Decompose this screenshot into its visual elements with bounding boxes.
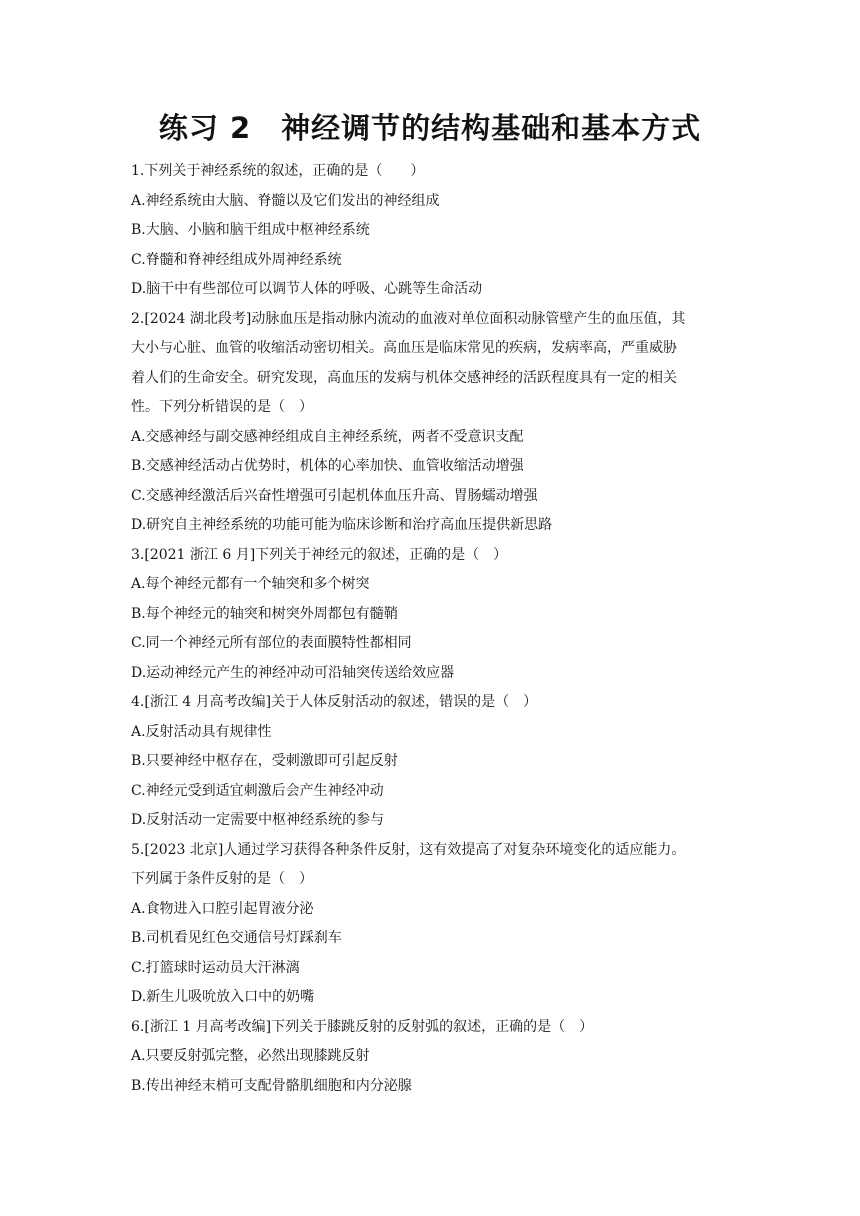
option-a: A.每个神经元都有一个轴突和多个树突 — [131, 576, 370, 592]
option-a: A.只要反射弧完整，必然出现膝跳反射 — [131, 1048, 370, 1064]
question-2 — [131, 305, 731, 541]
question-6 — [131, 1013, 731, 1102]
question-stem-line: 下列属于条件反射的是（ ） — [131, 871, 313, 887]
option-c: C.脊髓和脊神经组成外周神经系统 — [131, 251, 342, 268]
question-stem-line: 着人们的生命安全。研究发现，高血压的发病与机体交感神经的活跃程度具有一定的相关 — [131, 369, 677, 386]
option-a: A.反射活动具有规律性 — [131, 723, 272, 740]
question-stem-line: 性。下列分析错误的是（ ） — [131, 399, 313, 415]
option-c: C.神经元受到适宜刺激后会产生神经冲动 — [131, 782, 384, 799]
question-5 — [131, 836, 731, 1013]
question-stem-line: 1.下列关于神经系统的叙述，正确的是（ ） — [131, 163, 425, 179]
question-stem-line: 3.[2021 浙江 6 月]下列关于神经元的叙述，正确的是（ ） — [131, 546, 508, 563]
option-b: B.只要神经中枢存在，受刺激即可引起反射 — [131, 753, 398, 769]
option-d: D.新生儿吸吮放入口中的奶嘴 — [131, 989, 315, 1005]
option-d: D.脑干中有些部位可以调节人体的呼吸、心跳等生命活动 — [131, 281, 483, 297]
option-d: D.研究自主神经系统的功能可能为临床诊断和治疗高血压提供新思路 — [131, 517, 553, 533]
option-b: B.交感神经活动占优势时，机体的心率加快、血管收缩活动增强 — [131, 458, 524, 474]
option-c: C.交感神经激活后兴奋性增强可引起机体血压升高、胃肠蠕动增强 — [131, 487, 538, 504]
option-d: D.运动神经元产生的神经冲动可沿轴突传送给效应器 — [131, 664, 455, 681]
question-stem-line: 4.[浙江 4 月高考改编]关于人体反射活动的叙述，错误的是（ ） — [131, 694, 538, 710]
option-d: D.反射活动一定需要中枢神经系统的参与 — [131, 812, 385, 828]
question-stem-line: 6.[浙江 1 月高考改编]下列关于膝跳反射的反射弧的叙述，正确的是（ ） — [131, 1018, 594, 1035]
option-b: B.大脑、小脑和脑干组成中枢神经系统 — [131, 222, 370, 238]
option-b: B.司机看见红色交通信号灯踩刹车 — [131, 930, 342, 946]
question-1 — [131, 157, 731, 305]
option-b: B.每个神经元的轴突和树突外周都包有髓鞘 — [131, 605, 398, 622]
option-a: A.交感神经与副交感神经组成自主神经系统，两者不受意识支配 — [131, 428, 524, 445]
question-stem-line: 5.[2023 北京]人通过学习获得各种条件反射，这有效提高了对复杂环境变化的适应能力。 — [131, 841, 686, 858]
question-3 — [131, 541, 731, 689]
page-title: 练习 2 神经调节的结构基础和基本方式 — [158, 111, 702, 145]
question-stem-line: 大小与心脏、血管的收缩活动密切相关。高血压是临床常见的疾病，发病率高，严重威胁 — [131, 340, 677, 356]
question-list — [131, 157, 731, 1101]
option-b: B.传出神经末梢可支配骨骼肌细胞和内分泌腺 — [131, 1077, 412, 1094]
question-stem-line: 2.[2024 湖北段考]动脉血压是指动脉内流动的血液对单位面积动脉管壁产生的血压值，其 — [131, 310, 686, 327]
option-c: C.同一个神经元所有部位的表面膜特性都相同 — [131, 635, 412, 651]
question-4 — [131, 688, 731, 836]
option-a: A.食物进入口腔引起胃液分泌 — [131, 900, 314, 917]
option-a: A.神经系统由大脑、脊髓以及它们发出的神经组成 — [131, 192, 440, 209]
option-c: C.打篮球时运动员大汗淋漓 — [131, 959, 300, 976]
